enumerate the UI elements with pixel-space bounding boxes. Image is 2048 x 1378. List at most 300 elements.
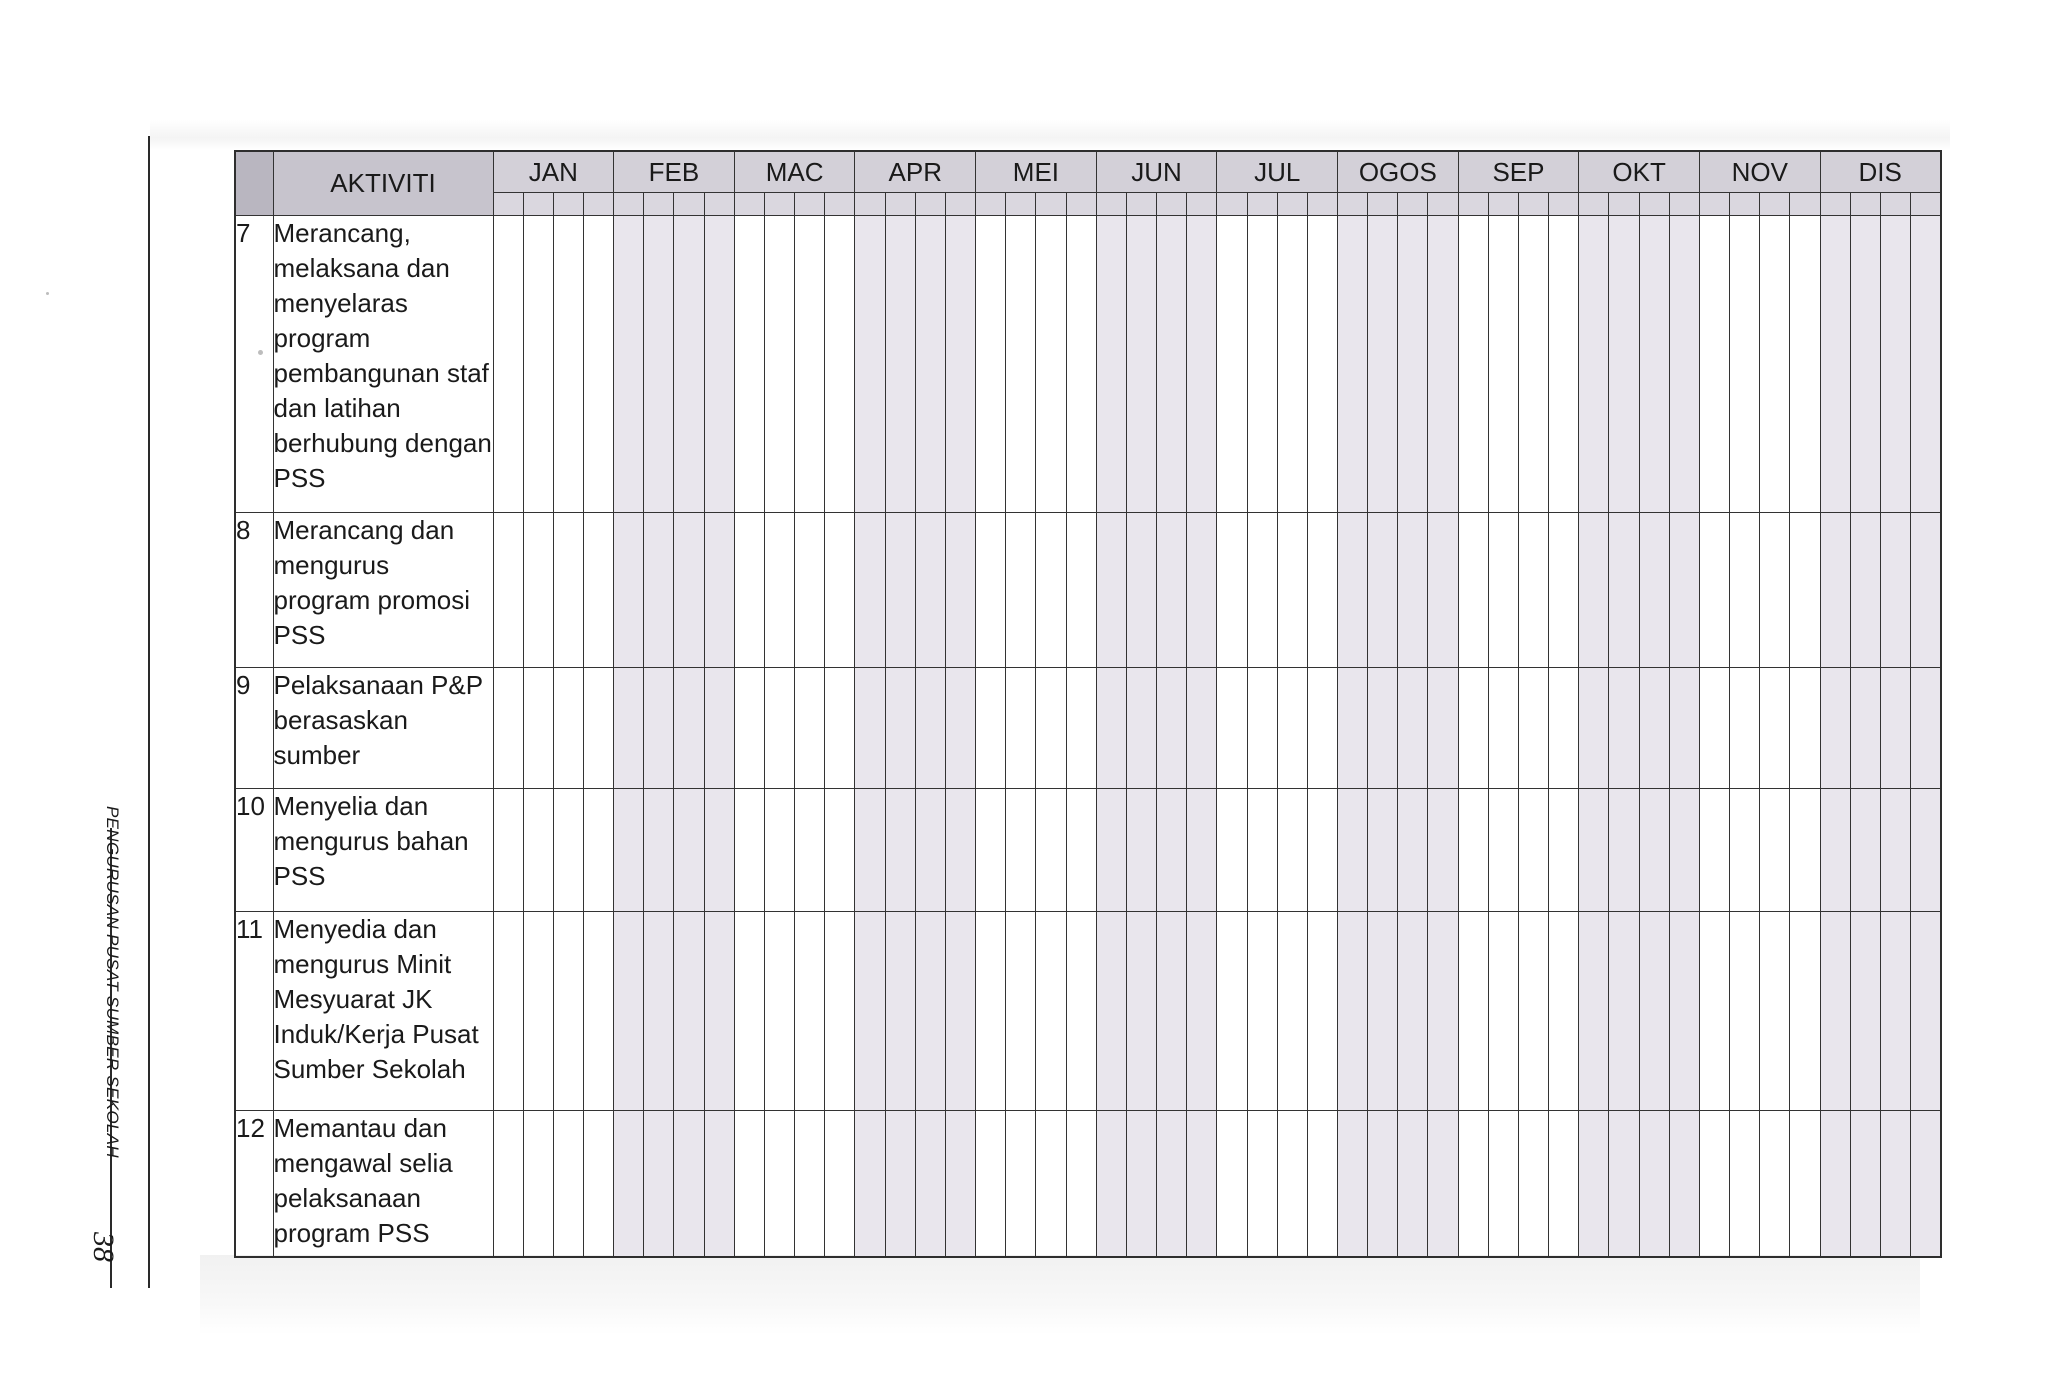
schedule-cell[interactable] bbox=[493, 1111, 523, 1257]
schedule-cell[interactable] bbox=[1277, 912, 1307, 1111]
schedule-cell[interactable] bbox=[795, 216, 825, 513]
schedule-cell[interactable] bbox=[1790, 789, 1820, 912]
schedule-cell[interactable] bbox=[764, 1111, 794, 1257]
schedule-cell[interactable] bbox=[1549, 668, 1579, 789]
schedule-cell[interactable] bbox=[1187, 513, 1217, 668]
schedule-cell[interactable] bbox=[734, 1111, 764, 1257]
schedule-cell[interactable] bbox=[1157, 789, 1187, 912]
schedule-cell[interactable] bbox=[1187, 1111, 1217, 1257]
schedule-cell[interactable] bbox=[1820, 912, 1850, 1111]
schedule-cell[interactable] bbox=[1126, 216, 1156, 513]
schedule-cell[interactable] bbox=[1488, 912, 1518, 1111]
schedule-cell[interactable] bbox=[1518, 513, 1548, 668]
schedule-cell[interactable] bbox=[1488, 789, 1518, 912]
schedule-cell[interactable] bbox=[1398, 912, 1428, 1111]
schedule-cell[interactable] bbox=[1820, 668, 1850, 789]
schedule-cell[interactable] bbox=[1247, 1111, 1277, 1257]
schedule-cell[interactable] bbox=[1820, 513, 1850, 668]
schedule-cell[interactable] bbox=[1006, 668, 1036, 789]
schedule-cell[interactable] bbox=[915, 1111, 945, 1257]
schedule-cell[interactable] bbox=[1307, 513, 1337, 668]
schedule-cell[interactable] bbox=[644, 513, 674, 668]
schedule-cell[interactable] bbox=[523, 668, 553, 789]
schedule-cell[interactable] bbox=[1157, 912, 1187, 1111]
schedule-cell[interactable] bbox=[795, 513, 825, 668]
schedule-cell[interactable] bbox=[1880, 912, 1910, 1111]
schedule-cell[interactable] bbox=[1850, 668, 1880, 789]
schedule-cell[interactable] bbox=[1428, 513, 1458, 668]
schedule-cell[interactable] bbox=[1699, 912, 1729, 1111]
schedule-cell[interactable] bbox=[1277, 1111, 1307, 1257]
schedule-cell[interactable] bbox=[1820, 789, 1850, 912]
schedule-cell[interactable] bbox=[1911, 1111, 1941, 1257]
schedule-cell[interactable] bbox=[674, 216, 704, 513]
schedule-cell[interactable] bbox=[1036, 668, 1066, 789]
schedule-cell[interactable] bbox=[1006, 789, 1036, 912]
schedule-cell[interactable] bbox=[1458, 668, 1488, 789]
schedule-cell[interactable] bbox=[1880, 1111, 1910, 1257]
schedule-cell[interactable] bbox=[1398, 668, 1428, 789]
schedule-cell[interactable] bbox=[825, 513, 855, 668]
schedule-cell[interactable] bbox=[1247, 668, 1277, 789]
schedule-cell[interactable] bbox=[1639, 668, 1669, 789]
schedule-cell[interactable] bbox=[704, 668, 734, 789]
schedule-cell[interactable] bbox=[674, 668, 704, 789]
schedule-cell[interactable] bbox=[493, 668, 523, 789]
week-header-cell bbox=[553, 193, 583, 216]
schedule-cell[interactable] bbox=[764, 789, 794, 912]
schedule-cell[interactable] bbox=[1398, 513, 1428, 668]
schedule-cell[interactable] bbox=[493, 912, 523, 1111]
schedule-cell[interactable] bbox=[885, 668, 915, 789]
schedule-cell[interactable] bbox=[493, 216, 523, 513]
schedule-cell[interactable] bbox=[704, 789, 734, 912]
schedule-cell[interactable] bbox=[1217, 789, 1247, 912]
schedule-cell[interactable] bbox=[1006, 216, 1036, 513]
schedule-cell[interactable] bbox=[1518, 1111, 1548, 1257]
schedule-cell[interactable] bbox=[614, 668, 644, 789]
schedule-cell[interactable] bbox=[1760, 1111, 1790, 1257]
schedule-cell[interactable] bbox=[855, 789, 885, 912]
schedule-cell[interactable] bbox=[1036, 216, 1066, 513]
schedule-cell[interactable] bbox=[1699, 789, 1729, 912]
schedule-cell[interactable] bbox=[945, 216, 975, 513]
schedule-cell[interactable] bbox=[1368, 216, 1398, 513]
schedule-cell[interactable] bbox=[1760, 912, 1790, 1111]
schedule-cell[interactable] bbox=[1096, 912, 1126, 1111]
schedule-cell[interactable] bbox=[885, 513, 915, 668]
schedule-cell[interactable] bbox=[1790, 912, 1820, 1111]
schedule-cell[interactable] bbox=[855, 912, 885, 1111]
schedule-cell[interactable] bbox=[1247, 513, 1277, 668]
schedule-cell[interactable] bbox=[1880, 668, 1910, 789]
schedule-cell[interactable] bbox=[1880, 216, 1910, 513]
schedule-cell[interactable] bbox=[1338, 216, 1368, 513]
schedule-cell[interactable] bbox=[674, 912, 704, 1111]
schedule-cell[interactable] bbox=[1157, 1111, 1187, 1257]
schedule-cell[interactable] bbox=[915, 912, 945, 1111]
schedule-cell[interactable] bbox=[1247, 912, 1277, 1111]
schedule-cell[interactable] bbox=[1639, 216, 1669, 513]
schedule-cell[interactable] bbox=[644, 1111, 674, 1257]
schedule-cell[interactable] bbox=[1187, 789, 1217, 912]
schedule-cell[interactable] bbox=[1307, 912, 1337, 1111]
schedule-cell[interactable] bbox=[644, 789, 674, 912]
schedule-cell[interactable] bbox=[825, 912, 855, 1111]
schedule-cell[interactable] bbox=[855, 216, 885, 513]
schedule-cell[interactable] bbox=[734, 513, 764, 668]
schedule-cell[interactable] bbox=[523, 1111, 553, 1257]
schedule-cell[interactable] bbox=[1338, 513, 1368, 668]
schedule-cell[interactable] bbox=[1790, 1111, 1820, 1257]
schedule-cell[interactable] bbox=[734, 668, 764, 789]
schedule-cell[interactable] bbox=[1458, 912, 1488, 1111]
schedule-cell[interactable] bbox=[1518, 789, 1548, 912]
schedule-cell[interactable] bbox=[1488, 513, 1518, 668]
schedule-cell[interactable] bbox=[644, 668, 674, 789]
schedule-cell[interactable] bbox=[1579, 789, 1609, 912]
schedule-cell[interactable] bbox=[1006, 1111, 1036, 1257]
schedule-cell[interactable] bbox=[1549, 912, 1579, 1111]
schedule-cell[interactable] bbox=[583, 789, 613, 912]
schedule-cell[interactable] bbox=[1277, 216, 1307, 513]
schedule-cell[interactable] bbox=[1247, 789, 1277, 912]
schedule-cell[interactable] bbox=[885, 1111, 915, 1257]
schedule-cell[interactable] bbox=[1669, 789, 1699, 912]
schedule-cell[interactable] bbox=[1609, 912, 1639, 1111]
schedule-cell[interactable] bbox=[945, 668, 975, 789]
schedule-cell[interactable] bbox=[1398, 216, 1428, 513]
schedule-cell[interactable] bbox=[1488, 1111, 1518, 1257]
week-header-cell bbox=[1820, 193, 1850, 216]
schedule-cell[interactable] bbox=[1458, 789, 1488, 912]
schedule-cell[interactable] bbox=[1579, 216, 1609, 513]
schedule-cell[interactable] bbox=[976, 912, 1006, 1111]
schedule-cell[interactable] bbox=[1458, 513, 1488, 668]
schedule-cell[interactable] bbox=[644, 912, 674, 1111]
schedule-cell[interactable] bbox=[1338, 668, 1368, 789]
schedule-cell[interactable] bbox=[1549, 216, 1579, 513]
schedule-cell[interactable] bbox=[1911, 668, 1941, 789]
schedule-cell[interactable] bbox=[1428, 912, 1458, 1111]
schedule-cell[interactable] bbox=[583, 912, 613, 1111]
schedule-cell[interactable] bbox=[1820, 1111, 1850, 1257]
schedule-cell[interactable] bbox=[1066, 912, 1096, 1111]
schedule-cell[interactable] bbox=[1157, 216, 1187, 513]
schedule-cell[interactable] bbox=[1368, 513, 1398, 668]
schedule-cell[interactable] bbox=[795, 912, 825, 1111]
schedule-cell[interactable] bbox=[915, 668, 945, 789]
schedule-cell[interactable] bbox=[1669, 1111, 1699, 1257]
schedule-cell[interactable] bbox=[1307, 216, 1337, 513]
schedule-cell[interactable] bbox=[795, 668, 825, 789]
schedule-cell[interactable] bbox=[523, 216, 553, 513]
schedule-cell[interactable] bbox=[614, 789, 644, 912]
schedule-cell[interactable] bbox=[825, 668, 855, 789]
schedule-cell[interactable] bbox=[734, 216, 764, 513]
schedule-cell[interactable] bbox=[1066, 789, 1096, 912]
schedule-cell[interactable] bbox=[1307, 668, 1337, 789]
schedule-cell[interactable] bbox=[1066, 668, 1096, 789]
schedule-cell[interactable] bbox=[1277, 513, 1307, 668]
week-header-cell bbox=[1518, 193, 1548, 216]
schedule-cell[interactable] bbox=[855, 668, 885, 789]
schedule-cell[interactable] bbox=[1338, 1111, 1368, 1257]
schedule-cell[interactable] bbox=[1368, 789, 1398, 912]
schedule-cell[interactable] bbox=[734, 789, 764, 912]
schedule-cell[interactable] bbox=[1458, 216, 1488, 513]
week-header-cell bbox=[825, 193, 855, 216]
schedule-cell[interactable] bbox=[825, 1111, 855, 1257]
schedule-cell[interactable] bbox=[1217, 1111, 1247, 1257]
schedule-cell[interactable] bbox=[1730, 513, 1760, 668]
schedule-cell[interactable] bbox=[553, 1111, 583, 1257]
schedule-cell[interactable] bbox=[1639, 789, 1669, 912]
schedule-cell[interactable] bbox=[795, 1111, 825, 1257]
week-header-cell bbox=[1730, 193, 1760, 216]
schedule-cell[interactable] bbox=[553, 216, 583, 513]
schedule-cell[interactable] bbox=[1036, 1111, 1066, 1257]
schedule-cell[interactable] bbox=[1730, 216, 1760, 513]
table-row bbox=[235, 513, 1941, 668]
schedule-cell[interactable] bbox=[1096, 789, 1126, 912]
schedule-cell[interactable] bbox=[1398, 789, 1428, 912]
schedule-cell[interactable] bbox=[734, 912, 764, 1111]
schedule-cell[interactable] bbox=[1157, 513, 1187, 668]
schedule-cell[interactable] bbox=[1368, 668, 1398, 789]
schedule-cell[interactable] bbox=[1036, 912, 1066, 1111]
schedule-cell[interactable] bbox=[1338, 912, 1368, 1111]
schedule-cell[interactable] bbox=[1488, 216, 1518, 513]
schedule-cell[interactable] bbox=[553, 668, 583, 789]
schedule-cell[interactable] bbox=[1549, 513, 1579, 668]
schedule-cell[interactable] bbox=[1549, 789, 1579, 912]
schedule-cell[interactable] bbox=[1187, 216, 1217, 513]
schedule-cell[interactable] bbox=[1428, 1111, 1458, 1257]
schedule-cell[interactable] bbox=[1911, 513, 1941, 668]
schedule-cell[interactable] bbox=[1368, 1111, 1398, 1257]
schedule-cell[interactable] bbox=[1126, 912, 1156, 1111]
schedule-cell[interactable] bbox=[764, 668, 794, 789]
schedule-cell[interactable] bbox=[1338, 789, 1368, 912]
schedule-cell[interactable] bbox=[855, 1111, 885, 1257]
schedule-cell[interactable] bbox=[1126, 668, 1156, 789]
schedule-cell[interactable] bbox=[523, 513, 553, 668]
schedule-cell[interactable] bbox=[1790, 668, 1820, 789]
schedule-cell[interactable] bbox=[1760, 789, 1790, 912]
schedule-cell[interactable] bbox=[553, 789, 583, 912]
schedule-cell[interactable] bbox=[1669, 668, 1699, 789]
schedule-cell[interactable] bbox=[1217, 513, 1247, 668]
schedule-cell[interactable] bbox=[1126, 789, 1156, 912]
schedule-cell[interactable] bbox=[1368, 912, 1398, 1111]
schedule-cell[interactable] bbox=[855, 513, 885, 668]
schedule-cell[interactable] bbox=[1579, 912, 1609, 1111]
schedule-cell[interactable] bbox=[1579, 1111, 1609, 1257]
schedule-cell[interactable] bbox=[704, 513, 734, 668]
schedule-cell[interactable] bbox=[1790, 513, 1820, 668]
schedule-cell[interactable] bbox=[1579, 513, 1609, 668]
schedule-cell[interactable] bbox=[614, 513, 644, 668]
schedule-cell[interactable] bbox=[1911, 912, 1941, 1111]
schedule-cell[interactable] bbox=[795, 789, 825, 912]
schedule-cell[interactable] bbox=[825, 789, 855, 912]
schedule-cell[interactable] bbox=[945, 912, 975, 1111]
schedule-cell[interactable] bbox=[1488, 668, 1518, 789]
schedule-cell[interactable] bbox=[1187, 668, 1217, 789]
schedule-cell[interactable] bbox=[1096, 216, 1126, 513]
schedule-cell[interactable] bbox=[1006, 513, 1036, 668]
schedule-cell[interactable] bbox=[1066, 216, 1096, 513]
running-header: PENGURUSAN PUSAT SUMBER SEKOLAH bbox=[103, 806, 122, 1158]
schedule-cell[interactable] bbox=[1458, 1111, 1488, 1257]
schedule-cell[interactable] bbox=[1307, 789, 1337, 912]
schedule-cell[interactable] bbox=[825, 216, 855, 513]
schedule-cell[interactable] bbox=[1066, 1111, 1096, 1257]
schedule-cell[interactable] bbox=[976, 1111, 1006, 1257]
schedule-cell[interactable] bbox=[1518, 216, 1548, 513]
schedule-cell[interactable] bbox=[1066, 513, 1096, 668]
schedule-cell[interactable] bbox=[885, 912, 915, 1111]
schedule-cell[interactable] bbox=[915, 789, 945, 912]
schedule-cell[interactable] bbox=[523, 789, 553, 912]
schedule-cell[interactable] bbox=[1428, 668, 1458, 789]
schedule-cell[interactable] bbox=[976, 513, 1006, 668]
schedule-cell[interactable] bbox=[1036, 789, 1066, 912]
week-header-cell bbox=[1488, 193, 1518, 216]
schedule-cell[interactable] bbox=[885, 216, 915, 513]
schedule-cell[interactable] bbox=[1609, 216, 1639, 513]
schedule-cell[interactable] bbox=[1036, 513, 1066, 668]
schedule-cell[interactable] bbox=[1307, 1111, 1337, 1257]
schedule-cell[interactable] bbox=[1428, 216, 1458, 513]
schedule-cell[interactable] bbox=[1579, 668, 1609, 789]
schedule-cell[interactable] bbox=[1639, 513, 1669, 668]
schedule-cell[interactable] bbox=[1518, 912, 1548, 1111]
schedule-cell[interactable] bbox=[764, 912, 794, 1111]
schedule-cell[interactable] bbox=[945, 789, 975, 912]
schedule-cell[interactable] bbox=[1639, 1111, 1669, 1257]
month-header-feb: FEB bbox=[614, 151, 735, 193]
schedule-cell[interactable] bbox=[1096, 668, 1126, 789]
schedule-cell[interactable] bbox=[1428, 789, 1458, 912]
schedule-cell[interactable] bbox=[583, 668, 613, 789]
schedule-cell[interactable] bbox=[614, 1111, 644, 1257]
schedule-cell[interactable] bbox=[1549, 1111, 1579, 1257]
schedule-cell[interactable] bbox=[523, 912, 553, 1111]
schedule-cell[interactable] bbox=[1911, 789, 1941, 912]
schedule-cell[interactable] bbox=[1730, 789, 1760, 912]
schedule-cell[interactable] bbox=[1730, 668, 1760, 789]
schedule-cell[interactable] bbox=[493, 789, 523, 912]
schedule-cell[interactable] bbox=[945, 513, 975, 668]
schedule-cell[interactable] bbox=[1247, 216, 1277, 513]
schedule-cell[interactable] bbox=[885, 789, 915, 912]
schedule-cell[interactable] bbox=[1699, 1111, 1729, 1257]
schedule-cell[interactable] bbox=[614, 216, 644, 513]
schedule-cell[interactable] bbox=[1730, 912, 1760, 1111]
schedule-cell[interactable] bbox=[1669, 216, 1699, 513]
schedule-cell[interactable] bbox=[1217, 216, 1247, 513]
schedule-cell[interactable] bbox=[1850, 1111, 1880, 1257]
schedule-cell[interactable] bbox=[704, 912, 734, 1111]
schedule-cell[interactable] bbox=[704, 1111, 734, 1257]
schedule-cell[interactable] bbox=[1820, 216, 1850, 513]
schedule-cell[interactable] bbox=[976, 789, 1006, 912]
schedule-cell[interactable] bbox=[1669, 513, 1699, 668]
week-header-cell bbox=[1699, 193, 1729, 216]
schedule-cell[interactable] bbox=[674, 789, 704, 912]
schedule-cell[interactable] bbox=[614, 912, 644, 1111]
schedule-cell[interactable] bbox=[674, 1111, 704, 1257]
schedule-cell[interactable] bbox=[1699, 668, 1729, 789]
schedule-cell[interactable] bbox=[1609, 513, 1639, 668]
schedule-cell[interactable] bbox=[1850, 912, 1880, 1111]
schedule-cell[interactable] bbox=[1911, 216, 1941, 513]
schedule-cell[interactable] bbox=[1760, 216, 1790, 513]
schedule-cell[interactable] bbox=[976, 668, 1006, 789]
schedule-cell[interactable] bbox=[1217, 912, 1247, 1111]
schedule-cell[interactable] bbox=[1880, 789, 1910, 912]
schedule-cell[interactable] bbox=[1850, 513, 1880, 668]
schedule-cell[interactable] bbox=[915, 513, 945, 668]
schedule-cell[interactable] bbox=[1609, 668, 1639, 789]
schedule-cell[interactable] bbox=[1669, 912, 1699, 1111]
week-header-cell bbox=[855, 193, 885, 216]
schedule-cell[interactable] bbox=[1760, 668, 1790, 789]
schedule-cell[interactable] bbox=[583, 513, 613, 668]
schedule-cell[interactable] bbox=[1006, 912, 1036, 1111]
schedule-cell[interactable] bbox=[493, 513, 523, 668]
schedule-cell[interactable] bbox=[1609, 1111, 1639, 1257]
schedule-cell[interactable] bbox=[1760, 513, 1790, 668]
schedule-cell[interactable] bbox=[1096, 1111, 1126, 1257]
schedule-cell[interactable] bbox=[1126, 513, 1156, 668]
schedule-cell[interactable] bbox=[1609, 789, 1639, 912]
schedule-cell[interactable] bbox=[764, 513, 794, 668]
schedule-cell[interactable] bbox=[1850, 789, 1880, 912]
schedule-cell[interactable] bbox=[1518, 668, 1548, 789]
schedule-cell[interactable] bbox=[1217, 668, 1247, 789]
schedule-cell[interactable] bbox=[583, 1111, 613, 1257]
schedule-cell[interactable] bbox=[1639, 912, 1669, 1111]
schedule-cell[interactable] bbox=[1157, 668, 1187, 789]
schedule-cell[interactable] bbox=[1096, 513, 1126, 668]
schedule-cell[interactable] bbox=[1126, 1111, 1156, 1257]
schedule-cell[interactable] bbox=[704, 216, 734, 513]
schedule-cell[interactable] bbox=[976, 216, 1006, 513]
schedule-cell[interactable] bbox=[553, 513, 583, 668]
schedule-cell[interactable] bbox=[1277, 668, 1307, 789]
schedule-cell[interactable] bbox=[1699, 513, 1729, 668]
schedule-cell[interactable] bbox=[674, 513, 704, 668]
schedule-cell[interactable] bbox=[1730, 1111, 1760, 1257]
schedule-cell[interactable] bbox=[915, 216, 945, 513]
week-header-cell bbox=[1428, 193, 1458, 216]
schedule-cell[interactable] bbox=[764, 216, 794, 513]
schedule-cell[interactable] bbox=[644, 216, 674, 513]
schedule-cell[interactable] bbox=[1880, 513, 1910, 668]
schedule-cell[interactable] bbox=[1790, 216, 1820, 513]
schedule-cell[interactable] bbox=[1277, 789, 1307, 912]
schedule-cell[interactable] bbox=[1187, 912, 1217, 1111]
schedule-cell[interactable] bbox=[1850, 216, 1880, 513]
schedule-cell[interactable] bbox=[1699, 216, 1729, 513]
schedule-cell[interactable] bbox=[945, 1111, 975, 1257]
schedule-cell[interactable] bbox=[1398, 1111, 1428, 1257]
schedule-cell[interactable] bbox=[553, 912, 583, 1111]
schedule-cell[interactable] bbox=[583, 216, 613, 513]
